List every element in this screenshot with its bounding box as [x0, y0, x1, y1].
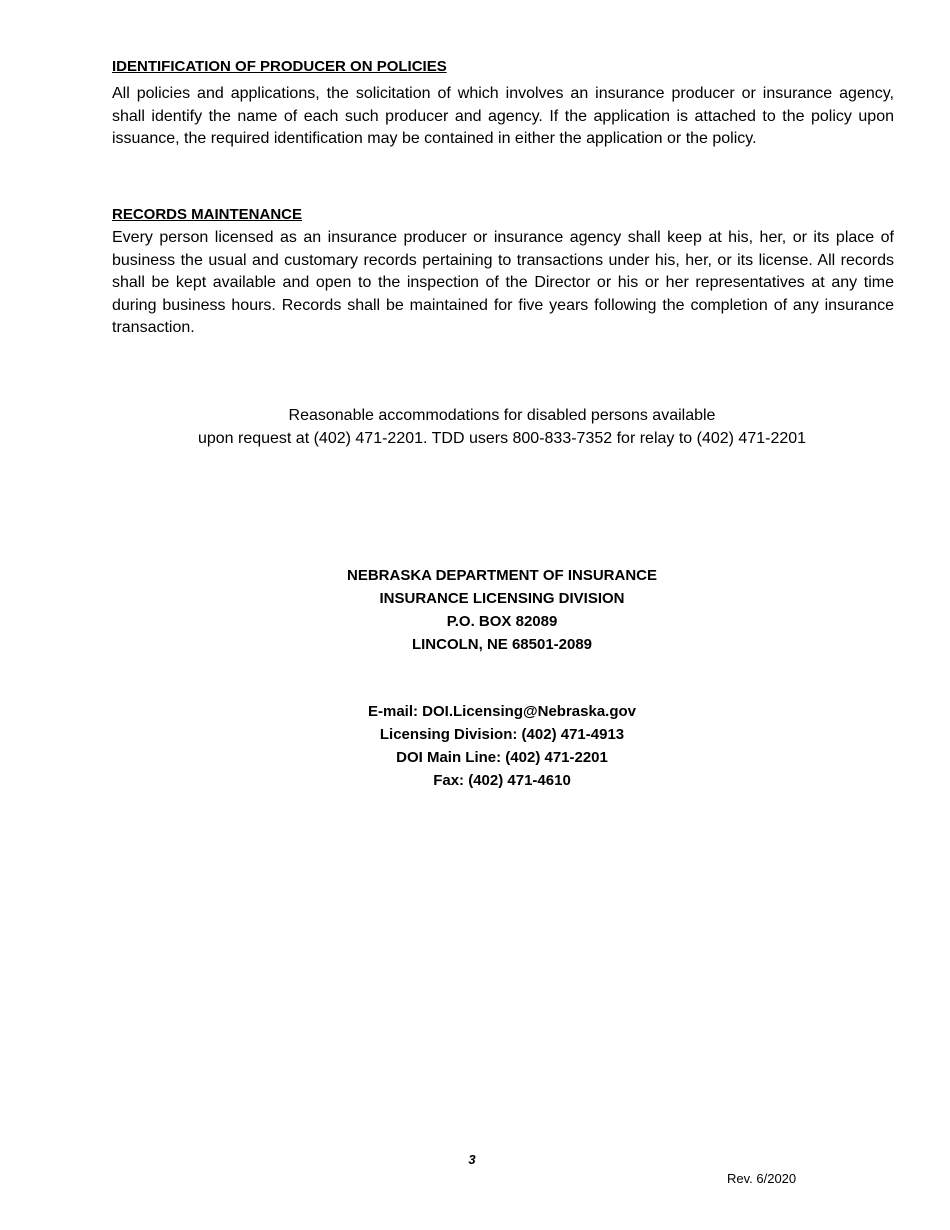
- department-name: NEBRASKA DEPARTMENT OF INSURANCE: [346, 567, 657, 584]
- main-line-phone: DOI Main Line: (402) 471-2201: [396, 749, 608, 766]
- identification-heading: IDENTIFICATION OF PRODUCER ON POLICIES: [112, 58, 447, 75]
- division-name: INSURANCE LICENSING DIVISION: [379, 590, 625, 607]
- contact-info: [0, 700, 950, 792]
- email-address: E-mail: DOI.Licensing@Nebraska.gov: [367, 703, 637, 720]
- identification-section: [112, 57, 894, 151]
- mailing-address: [0, 564, 950, 656]
- accommodations-line-2: upon request at (402) 471-2201. TDD users 800-833-7352 for relay to (402) 471-2201: [197, 430, 807, 447]
- accommodations-notice: [0, 404, 950, 450]
- records-section: [112, 205, 894, 340]
- licensing-phone: Licensing Division: (402) 471-4913: [379, 726, 625, 743]
- identification-body: All policies and applications, the solicitation of which involves an insurance producer or insurance agency, shall identify the name of each such producer and agency. If the application is attached to the policy upon issuance, the required identification may be contained in either the application or the policy.: [112, 85, 894, 147]
- records-body: Every person licensed as an insurance producer or insurance agency shall keep at his, her, or its place of business the usual and customary records pertaining to transactions under his, her, or its license. All records shall be kept available and open to the inspection of the Director or his or her representatives at any time during business hours. Records shall be maintained for five years following the completion of any insurance transaction.: [112, 229, 894, 336]
- revision-date: Rev. 6/2020: [727, 1171, 797, 1186]
- city-state-zip: LINCOLN, NE 68501-2089: [411, 636, 593, 653]
- accommodations-line-1: Reasonable accommodations for disabled persons available: [288, 407, 716, 424]
- po-box: P.O. BOX 82089: [446, 613, 558, 630]
- records-heading: RECORDS MAINTENANCE: [112, 206, 303, 223]
- page-number: 3: [468, 1152, 476, 1167]
- fax-number: Fax: (402) 471-4610: [433, 772, 571, 789]
